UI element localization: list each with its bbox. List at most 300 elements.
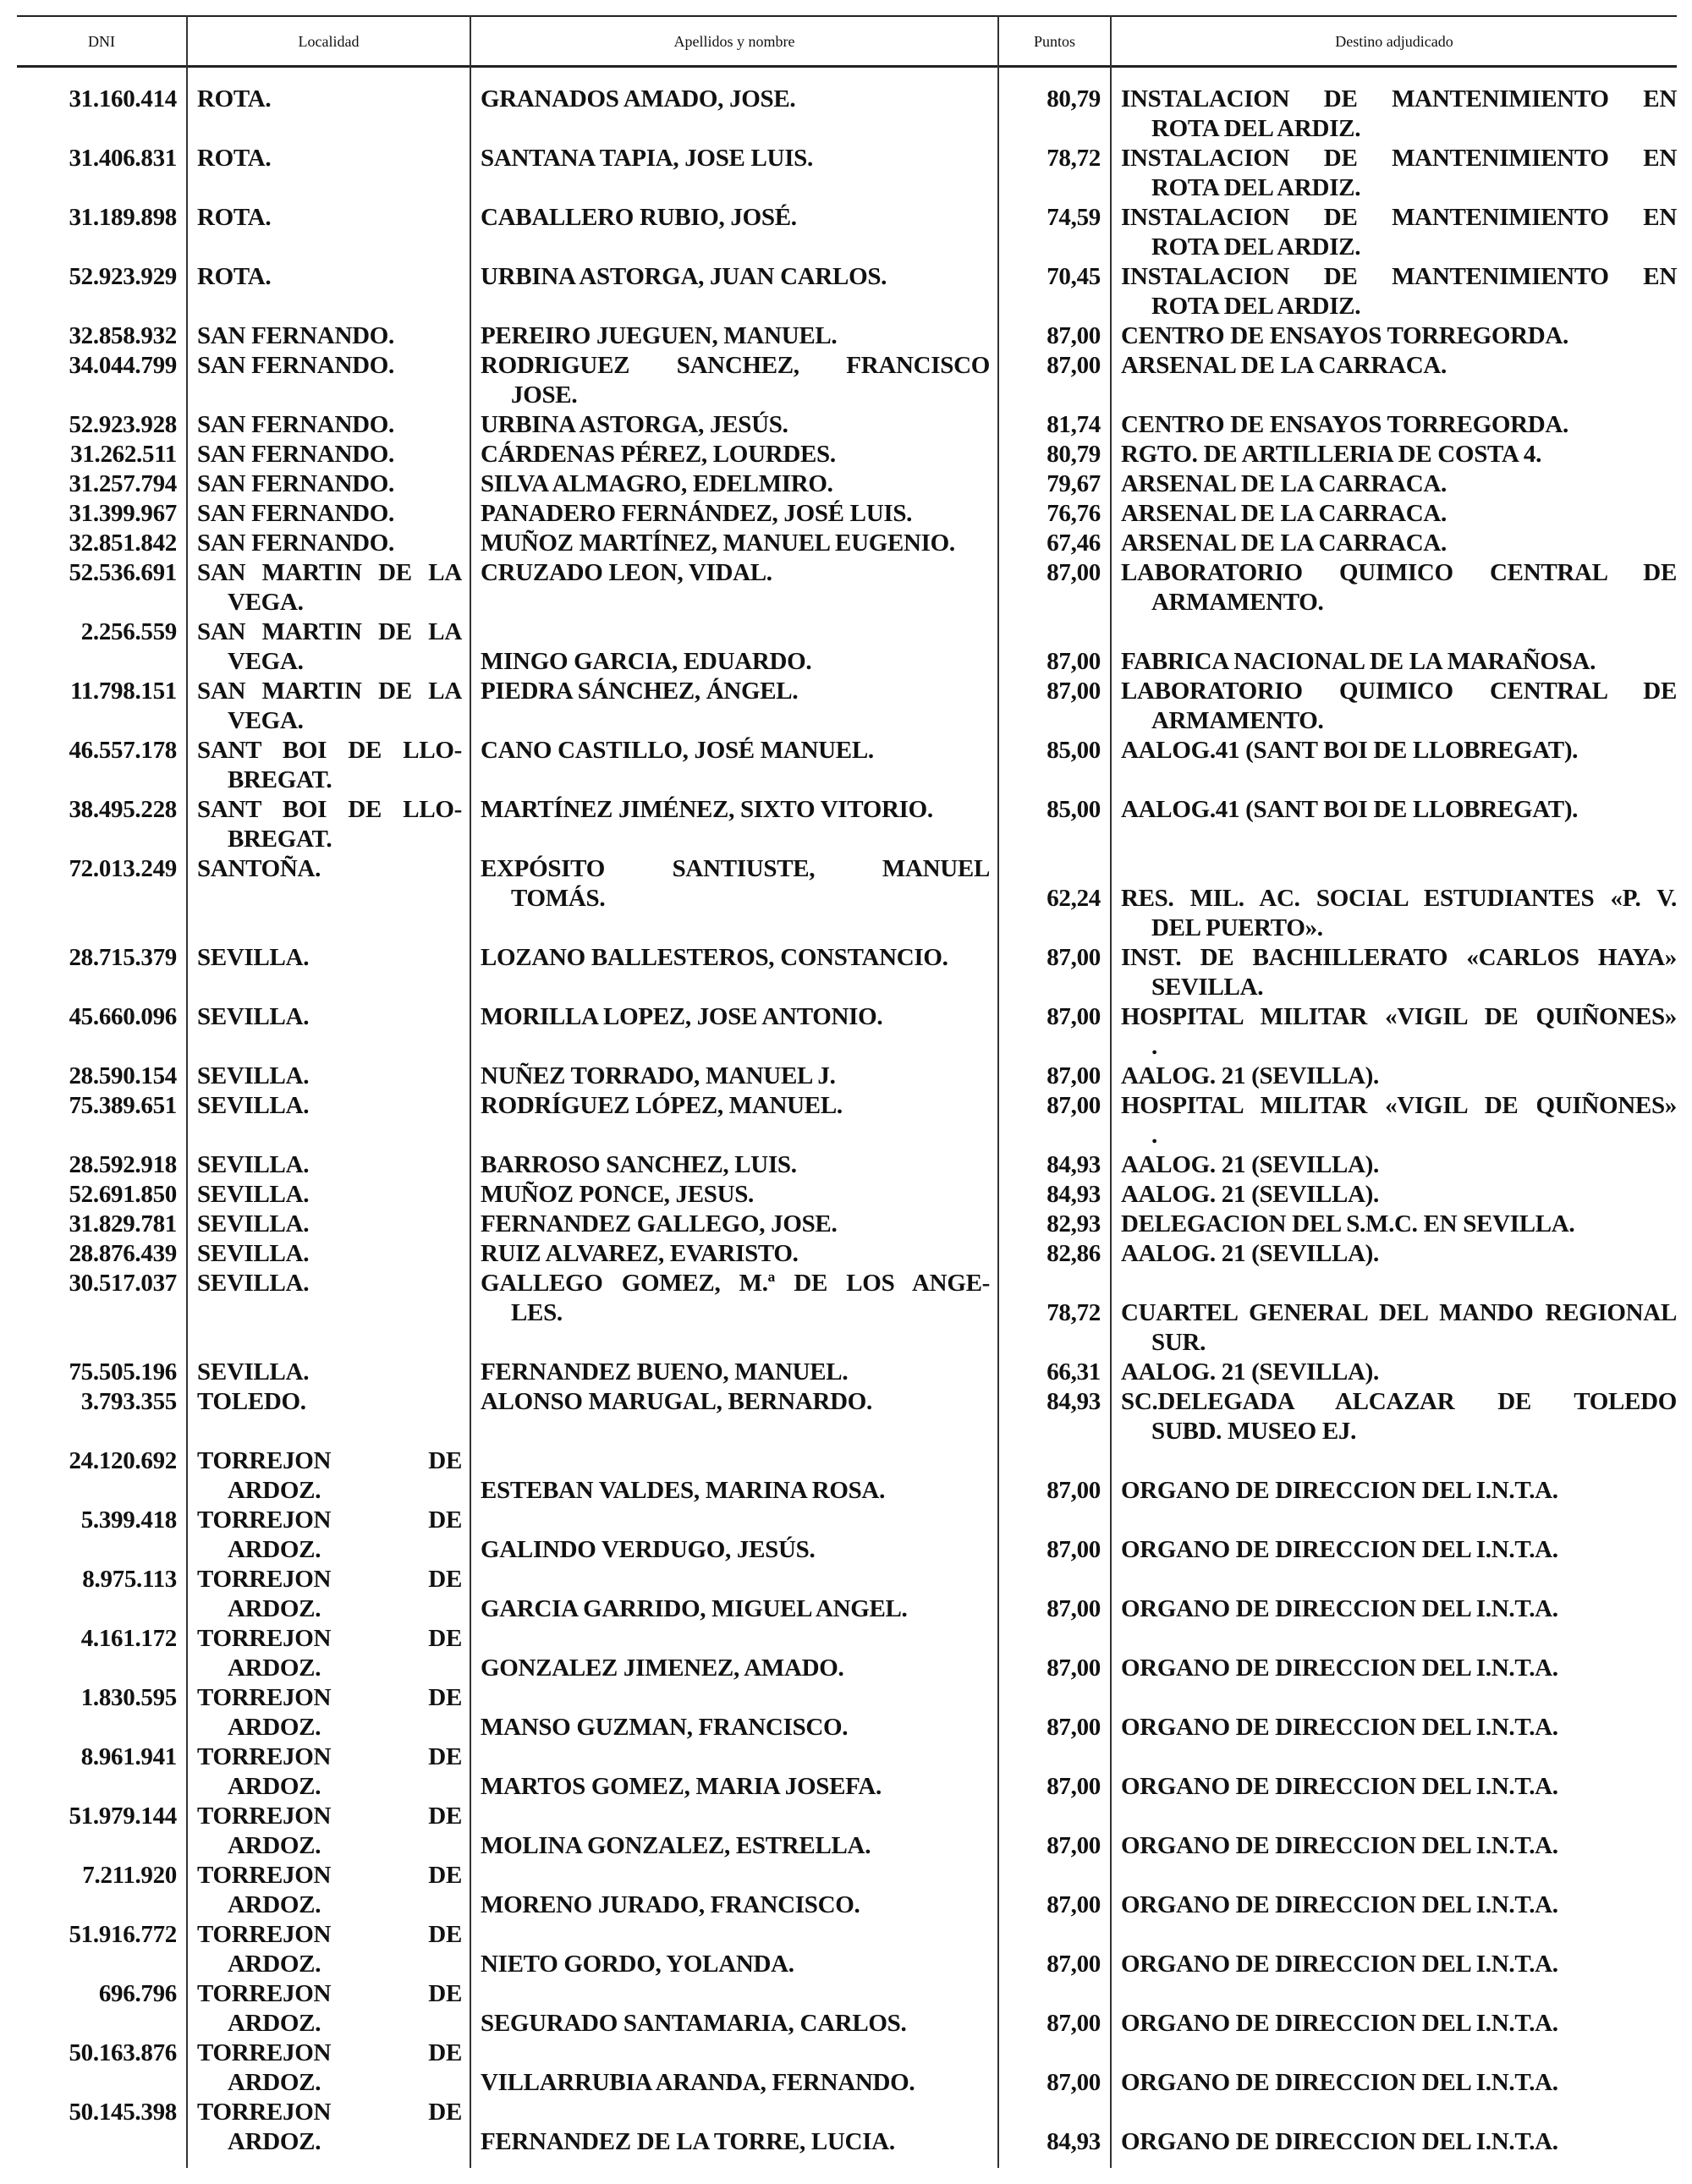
text-line: INSTALACION DE MANTENIMIENTO EN xyxy=(1121,263,1677,290)
localidad-cell xyxy=(187,1861,470,1920)
table-row xyxy=(17,1802,1677,1861)
text-line: 81,74 xyxy=(1047,411,1101,438)
table-row xyxy=(17,854,1677,943)
dni-cell xyxy=(17,1742,187,1802)
destino-cell xyxy=(1111,1002,1677,1062)
name-cell xyxy=(470,1802,998,1861)
text-line: LABORATORIO QUIMICO CENTRAL DE xyxy=(1121,678,1677,705)
text-line xyxy=(481,2098,990,2127)
text-line: 87,00 xyxy=(1047,559,1101,586)
text-line: CÁRDENAS PÉREZ, LOURDES. xyxy=(481,441,836,468)
name-cell xyxy=(470,144,998,203)
text-line: AALOG.41 (SANT BOI DE LLOBREGAT). xyxy=(1121,737,1579,764)
text-line xyxy=(481,1683,990,1713)
text-line: ARMAMENTO. xyxy=(1151,589,1324,616)
dni-cell xyxy=(17,1180,187,1210)
table-row xyxy=(17,1210,1677,1239)
text-line: 87,00 xyxy=(1047,1773,1101,1800)
text-line: HOSPITAL MILITAR «VIGIL DE QUIÑONES» xyxy=(1121,1003,1677,1030)
name-cell xyxy=(470,262,998,321)
text-line: 4.161.172 xyxy=(80,1625,177,1652)
text-line: SANT BOI DE LLO- xyxy=(197,796,462,823)
localidad-cell xyxy=(187,321,470,351)
dni-cell xyxy=(17,1624,187,1683)
table-row xyxy=(17,1624,1677,1683)
puntos-cell xyxy=(998,1150,1111,1180)
localidad-cell xyxy=(187,1979,470,2039)
text-line: SAN FERNANDO. xyxy=(197,530,394,557)
dni-cell xyxy=(17,1387,187,1446)
destino-cell xyxy=(1111,943,1677,1002)
text-line: ORGANO DE DIRECCION DEL I.N.T.A. xyxy=(1121,1891,1558,1918)
name-cell xyxy=(470,1210,998,1239)
text-line: EXPÓSITO SANTIUSTE, MANUEL xyxy=(481,855,990,882)
text-line xyxy=(998,1683,1101,1713)
text-line: ARDOZ. xyxy=(228,1714,321,1741)
dni-cell xyxy=(17,1239,187,1269)
text-line xyxy=(1121,1742,1677,1772)
text-line: GALINDO VERDUGO, JESÚS. xyxy=(481,1536,816,1563)
text-line: CUARTEL GENERAL DEL MANDO REGIONAL xyxy=(1121,1299,1677,1326)
dni-cell xyxy=(17,469,187,499)
text-line: ARDOZ. xyxy=(228,1832,321,1859)
header-dni: DNI xyxy=(88,32,115,50)
dni-cell xyxy=(17,410,187,440)
localidad-cell xyxy=(187,351,470,410)
puntos-cell xyxy=(998,1239,1111,1269)
localidad-cell xyxy=(187,1150,470,1180)
text-line: ARDOZ. xyxy=(228,1891,321,1918)
dni-cell xyxy=(17,617,187,677)
destino-cell xyxy=(1111,1802,1677,1861)
text-line: 87,00 xyxy=(1047,1654,1101,1682)
text-line: . xyxy=(1151,1033,1157,1060)
localidad-cell xyxy=(187,1506,470,1565)
text-line: MUÑOZ PONCE, JESUS. xyxy=(481,1181,754,1208)
text-line: 31.399.967 xyxy=(69,500,177,527)
destino-cell xyxy=(1111,469,1677,499)
text-line: 75.389.651 xyxy=(69,1092,177,1119)
destino-cell xyxy=(1111,795,1677,854)
dni-cell xyxy=(17,558,187,617)
table-row xyxy=(17,321,1677,351)
text-line xyxy=(1121,1920,1677,1950)
text-line xyxy=(998,1979,1101,2009)
text-line: 84,93 xyxy=(1047,2128,1101,2155)
text-line: ARDOZ. xyxy=(228,1536,321,1563)
table-row xyxy=(17,469,1677,499)
name-cell xyxy=(470,1565,998,1624)
text-line: 28.876.439 xyxy=(69,1240,177,1267)
text-line xyxy=(481,1802,990,1831)
name-cell xyxy=(470,529,998,558)
localidad-cell xyxy=(187,144,470,203)
text-line: 87,00 xyxy=(1047,2069,1101,2096)
destino-cell xyxy=(1111,854,1677,943)
text-line: MUÑOZ MARTÍNEZ, MANUEL EUGENIO. xyxy=(481,530,955,557)
text-line: 66,31 xyxy=(1047,1358,1101,1386)
dni-cell xyxy=(17,2039,187,2098)
table-row xyxy=(17,943,1677,1002)
table-row xyxy=(17,1387,1677,1446)
text-line: 78,72 xyxy=(1047,145,1101,172)
table-row xyxy=(17,1091,1677,1150)
puntos-cell xyxy=(998,499,1111,529)
text-line xyxy=(998,617,1101,647)
text-line: ORGANO DE DIRECCION DEL I.N.T.A. xyxy=(1121,1714,1558,1741)
dni-cell xyxy=(17,440,187,469)
text-line: ARDOZ. xyxy=(228,1951,321,1978)
puntos-cell xyxy=(998,1920,1111,1979)
name-cell xyxy=(470,1269,998,1358)
text-line: 85,00 xyxy=(1047,737,1101,764)
name-cell xyxy=(470,617,998,677)
text-line: INSTALACION DE MANTENIMIENTO EN xyxy=(1121,204,1677,231)
text-line: AALOG. 21 (SEVILLA). xyxy=(1121,1181,1379,1208)
puntos-cell xyxy=(998,529,1111,558)
localidad-cell xyxy=(187,85,470,144)
text-line: TORREJON DE xyxy=(197,1506,462,1534)
table-row xyxy=(17,1150,1677,1180)
text-line: 87,00 xyxy=(1047,1092,1101,1119)
table-row xyxy=(17,736,1677,795)
text-line xyxy=(481,1506,990,1535)
name-cell xyxy=(470,1062,998,1091)
text-line: 80,79 xyxy=(1047,85,1101,112)
text-line: INSTALACION DE MANTENIMIENTO EN xyxy=(1121,85,1677,112)
text-line: 31.189.898 xyxy=(69,204,177,231)
name-cell xyxy=(470,1091,998,1150)
dni-cell xyxy=(17,1358,187,1387)
text-line: TORREJON DE xyxy=(197,2099,462,2126)
text-line: GRANADOS AMADO, JOSE. xyxy=(481,85,796,112)
text-line: 87,00 xyxy=(1047,1891,1101,1918)
text-line: 3.793.355 xyxy=(80,1388,177,1415)
text-line: ARDOZ. xyxy=(228,1595,321,1622)
text-line: ESTEBAN VALDES, MARINA ROSA. xyxy=(481,1477,886,1504)
localidad-cell xyxy=(187,1624,470,1683)
table-row xyxy=(17,1446,1677,1506)
destino-cell xyxy=(1111,351,1677,410)
table-row xyxy=(17,1358,1677,1387)
text-line: ORGANO DE DIRECCION DEL I.N.T.A. xyxy=(1121,2010,1558,2037)
puntos-cell xyxy=(998,1210,1111,1239)
destino-cell xyxy=(1111,1358,1677,1387)
text-line: TOMÁS. xyxy=(511,885,606,912)
text-line: AALOG.41 (SANT BOI DE LLOBREGAT). xyxy=(1121,796,1579,823)
text-line: RES. MIL. AC. SOCIAL ESTUDIANTES «P. V. xyxy=(1121,885,1677,912)
text-line: CRUZADO LEON, VIDAL. xyxy=(481,559,772,586)
localidad-cell xyxy=(187,617,470,677)
text-line: 34.044.799 xyxy=(69,352,177,379)
text-line: ARMAMENTO. xyxy=(1151,707,1324,734)
dni-cell xyxy=(17,1091,187,1150)
text-line: ARDOZ. xyxy=(228,2010,321,2037)
text-line: TORREJON DE xyxy=(197,1803,462,1830)
text-line: URBINA ASTORGA, JUAN CARLOS. xyxy=(481,263,887,290)
text-line: BARROSO SANCHEZ, LUIS. xyxy=(481,1151,797,1178)
text-line: TORREJON DE xyxy=(197,1566,462,1593)
name-cell xyxy=(470,558,998,617)
text-line: TORREJON DE xyxy=(197,1625,462,1652)
text-line: SEVILLA. xyxy=(197,1003,310,1030)
text-line: JOSE. xyxy=(511,381,578,409)
dni-cell xyxy=(17,1683,187,1742)
text-line: 28.590.154 xyxy=(69,1062,177,1089)
table-row xyxy=(17,2098,1677,2157)
text-line: 38.495.228 xyxy=(69,796,177,823)
name-cell xyxy=(470,2039,998,2098)
name-cell xyxy=(470,795,998,854)
text-line xyxy=(998,1446,1101,1476)
text-line xyxy=(1121,1861,1677,1890)
text-line: AALOG. 21 (SEVILLA). xyxy=(1121,1240,1379,1267)
name-cell xyxy=(470,1002,998,1062)
destino-cell xyxy=(1111,499,1677,529)
text-line: ORGANO DE DIRECCION DEL I.N.T.A. xyxy=(1121,1477,1558,1504)
text-line xyxy=(481,1920,990,1950)
text-line: INST. DE BACHILLERATO «CARLOS HAYA» xyxy=(1121,944,1677,971)
table-row xyxy=(17,1180,1677,1210)
dni-cell xyxy=(17,499,187,529)
dni-cell xyxy=(17,1979,187,2039)
name-cell xyxy=(470,321,998,351)
dni-cell xyxy=(17,529,187,558)
text-line: 76,76 xyxy=(1047,500,1101,527)
text-line: SEVILLA. xyxy=(197,944,310,971)
text-line: MORILLA LOPEZ, JOSE ANTONIO. xyxy=(481,1003,883,1030)
text-line: GARCIA GARRIDO, MIGUEL ANGEL. xyxy=(481,1595,908,1622)
dni-cell xyxy=(17,1861,187,1920)
dni-cell xyxy=(17,1565,187,1624)
text-line: 85,00 xyxy=(1047,796,1101,823)
destino-cell xyxy=(1111,1387,1677,1446)
text-line: LES. xyxy=(511,1299,563,1326)
text-line: 45.660.096 xyxy=(69,1003,177,1030)
text-line: 11.798.151 xyxy=(70,678,177,705)
text-line: SANTOÑA. xyxy=(197,855,321,882)
name-cell xyxy=(470,1683,998,1742)
text-line xyxy=(481,1565,990,1594)
text-line: TOLEDO. xyxy=(197,1388,306,1415)
localidad-cell xyxy=(187,2039,470,2098)
text-line: SEVILLA. xyxy=(197,1181,310,1208)
name-cell xyxy=(470,1979,998,2039)
text-line: 31.406.831 xyxy=(69,145,177,172)
localidad-cell xyxy=(187,1210,470,1239)
dni-cell xyxy=(17,854,187,943)
table-row xyxy=(17,1861,1677,1920)
name-cell xyxy=(470,351,998,410)
adjudication-table xyxy=(17,15,1677,2168)
table-row xyxy=(17,351,1677,410)
name-cell xyxy=(470,1239,998,1269)
localidad-cell xyxy=(187,1358,470,1387)
text-line: 82,86 xyxy=(1047,1240,1101,1267)
text-line: TORREJON DE xyxy=(197,2039,462,2066)
puntos-cell xyxy=(998,1742,1111,1802)
text-line: SAN FERNANDO. xyxy=(197,500,394,527)
text-line: SC.DELEGADA ALCAZAR DE TOLEDO xyxy=(1121,1388,1677,1415)
text-line xyxy=(1121,2039,1677,2068)
dni-cell xyxy=(17,677,187,736)
localidad-cell xyxy=(187,1802,470,1861)
text-line: LABORATORIO QUIMICO CENTRAL DE xyxy=(1121,559,1677,586)
table-row xyxy=(17,529,1677,558)
text-line: FERNANDEZ GALLEGO, JOSE. xyxy=(481,1210,838,1237)
dni-cell xyxy=(17,795,187,854)
destino-cell xyxy=(1111,1920,1677,1979)
header-localidad: Localidad xyxy=(298,32,360,50)
text-line: 84,93 xyxy=(1047,1388,1101,1415)
puntos-cell xyxy=(998,1358,1111,1387)
text-line: 51.979.144 xyxy=(69,1803,177,1830)
puntos-cell xyxy=(998,677,1111,736)
destino-cell xyxy=(1111,1565,1677,1624)
text-line: ARSENAL DE LA CARRACA. xyxy=(1121,470,1447,497)
text-line: . xyxy=(1151,1122,1157,1149)
destino-cell xyxy=(1111,440,1677,469)
localidad-cell xyxy=(187,262,470,321)
text-line: NUÑEZ TORRADO, MANUEL J. xyxy=(481,1062,836,1089)
destino-cell xyxy=(1111,1269,1677,1358)
text-line: FABRICA NACIONAL DE LA MARAÑOSA. xyxy=(1121,648,1596,675)
text-line: 2.256.559 xyxy=(80,618,177,645)
text-line: 52.923.929 xyxy=(69,263,177,290)
text-line: 87,00 xyxy=(1047,1714,1101,1741)
puntos-cell xyxy=(998,144,1111,203)
text-line: ORGANO DE DIRECCION DEL I.N.T.A. xyxy=(1121,2069,1558,2096)
text-line: ARDOZ. xyxy=(228,2069,321,2096)
puntos-cell xyxy=(998,1979,1111,2039)
destino-cell xyxy=(1111,1624,1677,1683)
text-line: ROTA. xyxy=(197,263,272,290)
text-line: 87,00 xyxy=(1047,1477,1101,1504)
text-line xyxy=(481,1742,990,1772)
text-line: 1.830.595 xyxy=(80,1684,177,1711)
text-line: ARDOZ. xyxy=(228,1773,321,1800)
text-line xyxy=(1121,1979,1677,2009)
text-line xyxy=(1121,1565,1677,1594)
destino-cell xyxy=(1111,262,1677,321)
text-line xyxy=(481,1979,990,2009)
text-line: ARDOZ. xyxy=(228,1477,321,1504)
table-row xyxy=(17,1062,1677,1091)
text-line: 31.262.511 xyxy=(70,441,177,468)
text-line xyxy=(998,1802,1101,1831)
text-line xyxy=(481,1446,990,1476)
text-line: 28.592.918 xyxy=(69,1151,177,1178)
text-line xyxy=(998,1269,1101,1298)
puntos-cell xyxy=(998,1446,1111,1506)
text-line xyxy=(1121,854,1677,884)
localidad-cell xyxy=(187,1180,470,1210)
puntos-cell xyxy=(998,1091,1111,1150)
text-line: SANTANA TAPIA, JOSE LUIS. xyxy=(481,145,813,172)
puntos-cell xyxy=(998,1861,1111,1920)
text-line: ROTA DEL ARDIZ. xyxy=(1151,174,1361,201)
text-line: 32.851.842 xyxy=(69,530,177,557)
text-line: ROTA DEL ARDIZ. xyxy=(1151,233,1361,261)
text-line: 67,46 xyxy=(1047,530,1101,557)
name-cell xyxy=(470,440,998,469)
dni-cell xyxy=(17,943,187,1002)
puntos-cell xyxy=(998,1565,1111,1624)
text-line: VEGA. xyxy=(228,589,304,616)
header-puntos: Puntos xyxy=(1033,32,1076,50)
localidad-cell xyxy=(187,1920,470,1979)
text-line: LOZANO BALLESTEROS, CONSTANCIO. xyxy=(481,944,948,971)
dni-cell xyxy=(17,262,187,321)
table-row xyxy=(17,262,1677,321)
text-line: GONZALEZ JIMENEZ, AMADO. xyxy=(481,1654,844,1682)
dni-cell xyxy=(17,85,187,144)
puntos-cell xyxy=(998,1387,1111,1446)
text-line: SILVA ALMAGRO, EDELMIRO. xyxy=(481,470,833,497)
dni-cell xyxy=(17,736,187,795)
text-line: 75.505.196 xyxy=(69,1358,177,1386)
destino-cell xyxy=(1111,85,1677,144)
text-line: 82,93 xyxy=(1047,1210,1101,1237)
text-line: 696.796 xyxy=(98,1980,177,2007)
dni-cell xyxy=(17,1446,187,1506)
text-line: CABALLERO RUBIO, JOSÉ. xyxy=(481,204,797,231)
table-body xyxy=(17,85,1677,2157)
name-cell xyxy=(470,1446,998,1506)
puntos-cell xyxy=(998,440,1111,469)
table-row xyxy=(17,617,1677,677)
text-line: RODRÍGUEZ LÓPEZ, MANUEL. xyxy=(481,1092,843,1119)
text-line: TORREJON DE xyxy=(197,1921,462,1948)
text-line: AALOG. 21 (SEVILLA). xyxy=(1121,1151,1379,1178)
text-line: TORREJON DE xyxy=(197,1684,462,1711)
dni-cell xyxy=(17,1269,187,1358)
text-line: TORREJON DE xyxy=(197,1980,462,2007)
text-line xyxy=(998,1624,1101,1654)
localidad-cell xyxy=(187,1269,470,1358)
text-line: SUBD. MUSEO EJ. xyxy=(1151,1418,1357,1445)
text-line: SEVILLA. xyxy=(197,1062,310,1089)
text-line: 52.923.928 xyxy=(69,411,177,438)
text-line: DELEGACION DEL S.M.C. EN SEVILLA. xyxy=(1121,1210,1575,1237)
puntos-cell xyxy=(998,2039,1111,2098)
text-line: 5.399.418 xyxy=(80,1506,177,1534)
table-row xyxy=(17,440,1677,469)
localidad-cell xyxy=(187,736,470,795)
table-row xyxy=(17,1979,1677,2039)
localidad-cell xyxy=(187,1387,470,1446)
text-line: INSTALACION DE MANTENIMIENTO EN xyxy=(1121,145,1677,172)
name-cell xyxy=(470,1387,998,1446)
text-line: TORREJON DE xyxy=(197,1447,462,1474)
text-line: ORGANO DE DIRECCION DEL I.N.T.A. xyxy=(1121,1536,1558,1563)
name-cell xyxy=(470,1861,998,1920)
destino-cell xyxy=(1111,677,1677,736)
dni-cell xyxy=(17,1002,187,1062)
text-line: 51.916.772 xyxy=(69,1921,177,1948)
text-line: MANSO GUZMAN, FRANCISCO. xyxy=(481,1714,849,1741)
text-line xyxy=(1121,1683,1677,1713)
destino-cell xyxy=(1111,2098,1677,2157)
name-cell xyxy=(470,2098,998,2157)
puntos-cell xyxy=(998,469,1111,499)
table-row xyxy=(17,558,1677,617)
text-line xyxy=(998,2098,1101,2127)
text-line: 24.120.692 xyxy=(69,1447,177,1474)
text-line xyxy=(1121,1269,1677,1298)
name-cell xyxy=(470,499,998,529)
localidad-cell xyxy=(187,1683,470,1742)
